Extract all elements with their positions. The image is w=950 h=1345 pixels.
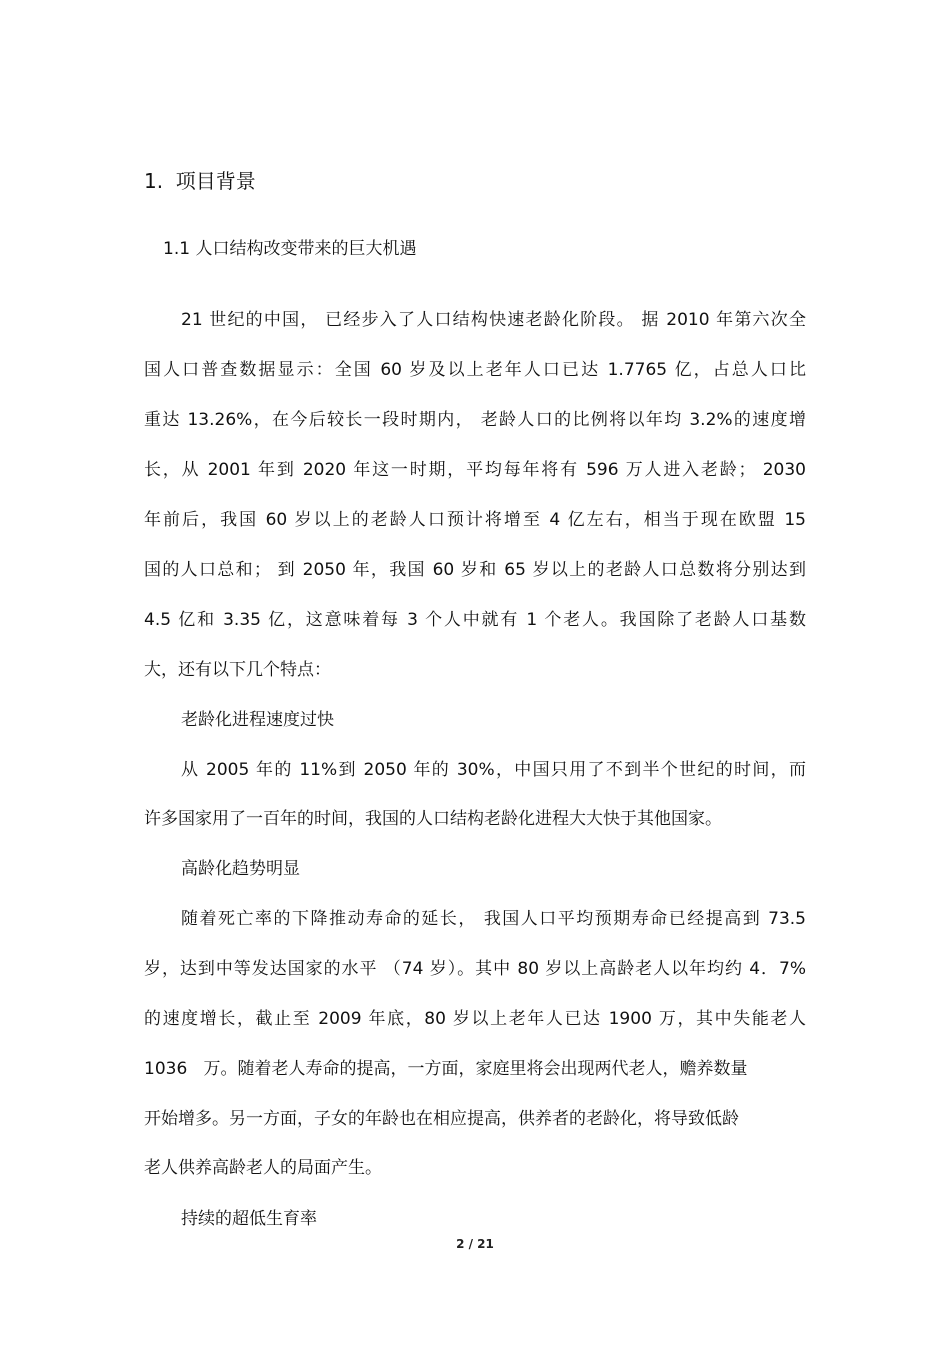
subheading-aging: 高龄化趋势明显 [181, 859, 300, 879]
paragraph-line: 老人供养高龄老人的局面产生。 [144, 1158, 382, 1178]
paragraph-line: 长，从 2001 年到 2020 年这一时期，平均每年将有 596 万人进入老龄； 2030 [144, 460, 806, 480]
paragraph-line: 国人口普查数据显示：全国 60 岁及以上老年人口已达 1.7765 亿，占总人口比 [144, 360, 806, 380]
paragraph-line: 岁，达到中等发达国家的水平 （74 岁）。其中 80 岁以上高龄老人以年均约 4．7% [144, 959, 806, 979]
paragraph-line: 年前后，我国 60 岁以上的老龄人口预计将增至 4 亿左右，相当于现在欧盟 15 [144, 510, 806, 530]
paragraph-line: 从 2005 年的 11%到 2050 年的 30%，中国只用了不到半个世纪的时间，而 [181, 760, 806, 780]
section-heading: 1. 项目背景 [144, 169, 256, 193]
paragraph-line: 大，还有以下几个特点： [144, 660, 331, 680]
page-number: 2 / 21 [456, 1237, 494, 1251]
subheading-fertility: 持续的超低生育率 [181, 1209, 317, 1229]
subsection-heading: 1.1 人口结构改变带来的巨大机遇 [163, 239, 417, 259]
paragraph-line: 21 世纪的中国， 已经步入了人口结构快速老龄化阶段。 据 2010 年第六次全 [181, 310, 806, 330]
paragraph-line: 开始增多。另一方面，子女的年龄也在相应提高，供养者的老龄化，将导致低龄 [144, 1109, 739, 1129]
paragraph-line: 1036 万。随着老人寿命的提高，一方面，家庭里将会出现两代老人，赡养数量 [144, 1059, 748, 1079]
paragraph-line: 4.5 亿和 3.35 亿，这意味着每 3 个人中就有 1 个老人。我国除了老龄人口基数 [144, 610, 806, 630]
subheading-speed: 老龄化进程速度过快 [181, 710, 334, 730]
paragraph-line: 随着死亡率的下降推动寿命的延长， 我国人口平均预期寿命已经提高到 73.5 [181, 909, 806, 929]
paragraph-line: 的速度增长，截止至 2009 年底，80 岁以上老年人已达 1900 万，其中失能老人 [144, 1009, 806, 1029]
paragraph-line: 许多国家用了一百年的时间，我国的人口结构老龄化进程大大快于其他国家。 [144, 809, 722, 829]
paragraph-line: 重达 13.26%，在今后较长一段时期内， 老龄人口的比例将以年均 3.2%的速度增 [144, 410, 806, 430]
paragraph-line: 国的人口总和； 到 2050 年，我国 60 岁和 65 岁以上的老龄人口总数将分别达到 [144, 560, 806, 580]
